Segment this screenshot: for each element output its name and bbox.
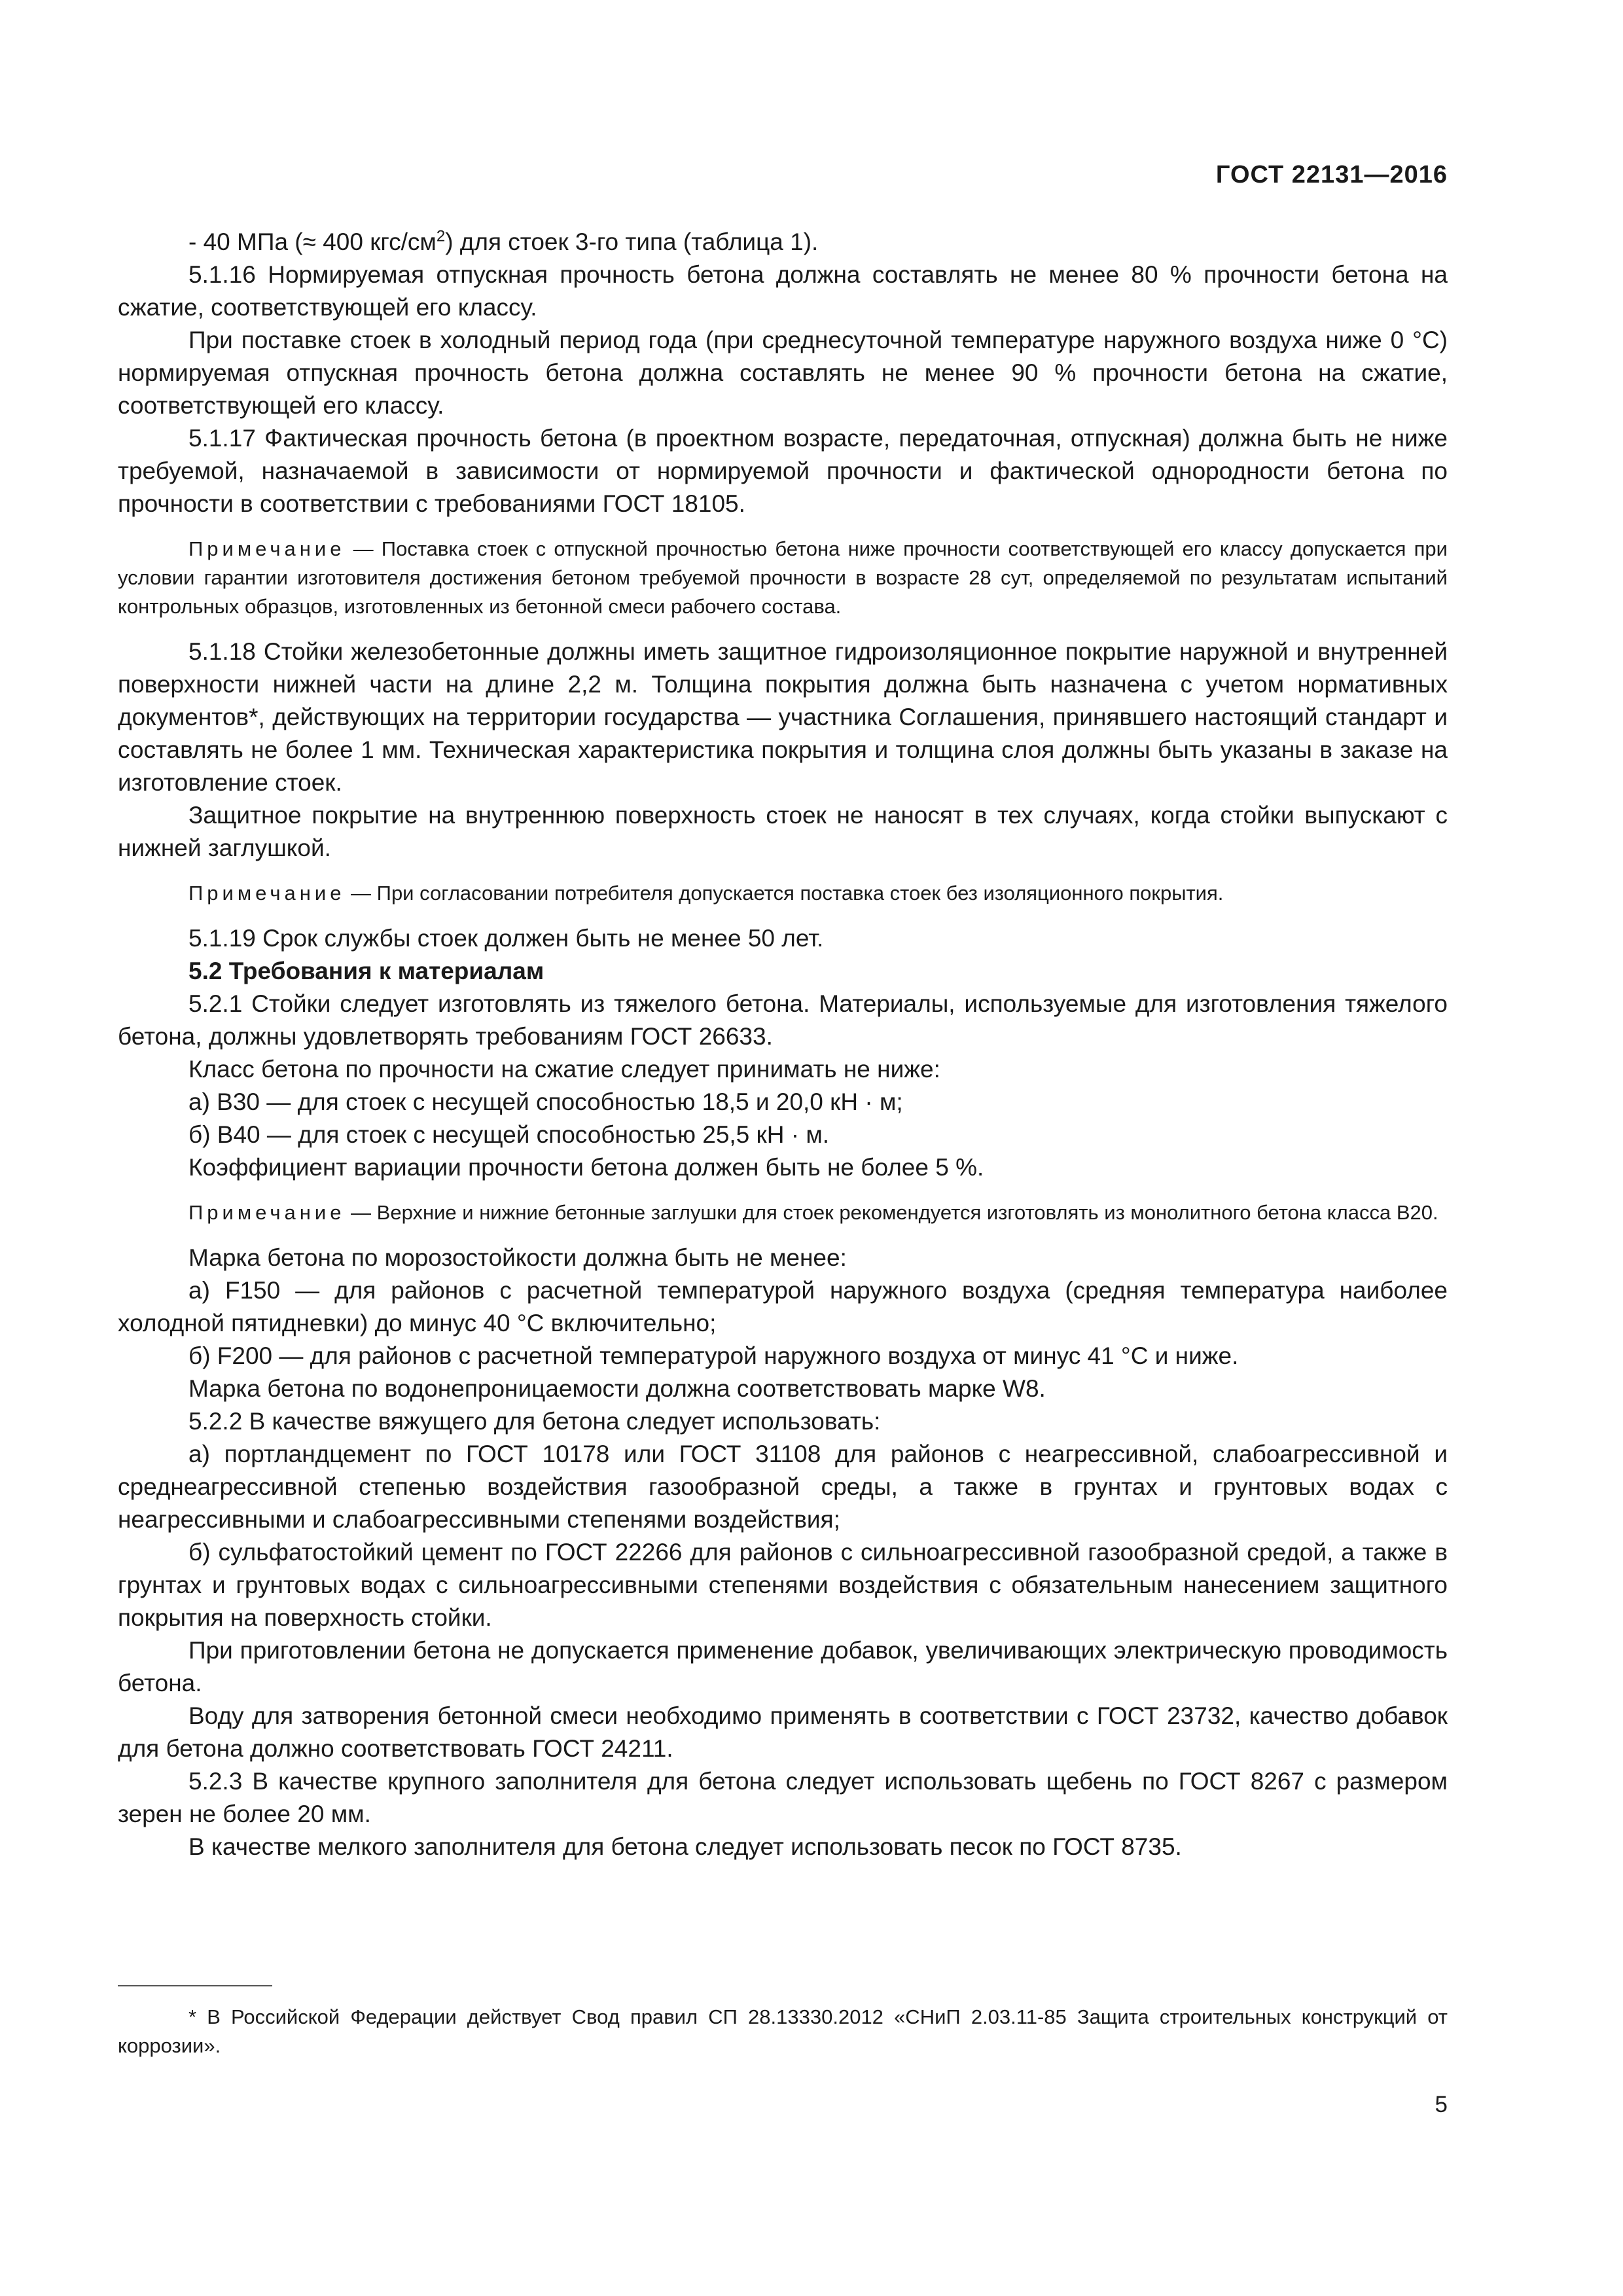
list-item-b30: а) В30 — для стоек с несущей способностью 18,5 и 20,0 кН · м; bbox=[188, 1088, 903, 1115]
page-number: 5 bbox=[1435, 2092, 1448, 2117]
paragraph-protective-coating: Защитное покрытие на внутреннюю поверхность стоек не наносят в тех случаях, когда стойки выпускают с нижней заглушкой. bbox=[118, 802, 1448, 861]
note-2 bbox=[118, 879, 1448, 908]
paragraph-5-1-19: 5.1.19 Срок службы стоек должен быть не менее 50 лет. bbox=[188, 925, 824, 952]
paragraph-additives: При приготовлении бетона не допускается применение добавок, увеличивающих электрическую проводимость бетона. bbox=[118, 1637, 1448, 1696]
paragraph-5-2-3: 5.2.3 В качестве крупного заполнителя для бетона следует использовать щебень по ГОСТ 8267 с размером зерен не более 20 мм. bbox=[118, 1768, 1448, 1827]
paragraph-water: Воду для затворения бетонной смеси необходимо применять в соответствии с ГОСТ 23732, качество добавок для бетона должно соответствовать ГОСТ 24211. bbox=[118, 1702, 1448, 1762]
footnote-separator bbox=[118, 1985, 272, 1986]
p0-superscript: 2 bbox=[436, 227, 446, 245]
note-label: Примечание bbox=[188, 537, 346, 560]
list-item-sulfate-cement: б) сульфатостойкий цемент по ГОСТ 22266 для районов с сильноагрессивной газообразной средой, а также в грунтах и грунтовых водах с сильноагрессивными степенями воздействия с обязательным нанесением защитного покрытия на поверхность стойки. bbox=[118, 1539, 1448, 1631]
list-item-portland-cement: а) портландцемент по ГОСТ 10178 или ГОСТ 31108 для районов с неагрессивной, слабоагрессивной и среднеагрессивной степенью воздействия газообразной среды, а также в грунтах и грунтовых водах с неагрессивными и слабоагрессивными степенями воздействия; bbox=[118, 1441, 1448, 1533]
p0-text: - 40 МПа (≈ 400 кгс/см bbox=[188, 228, 437, 255]
note-1 bbox=[118, 535, 1448, 621]
paragraph-5-1-16: 5.1.16 Нормируемая отпускная прочность бетона должна составлять не менее 80 % прочности бетона на сжатие, соответствующей его классу. bbox=[118, 261, 1448, 321]
list-item-b40: б) В40 — для стоек с несущей способностью 25,5 кН · м. bbox=[188, 1121, 830, 1148]
paragraph-5-2-1: 5.2.1 Стойки следует изготовлять из тяжелого бетона. Материалы, используемые для изготовления тяжелого бетона, должны удовлетворять требованиям ГОСТ 26633. bbox=[118, 990, 1448, 1050]
note-1-text: — Поставка стоек с отпускной прочностью бетона ниже прочности соответствующей его классу допускается при условии гарантии изготовителя достижения бетоном требуемой прочности в возрасте 28 сут, определяемой по результатам испытаний контрольных образцов, изготовленных из бетонной смеси рабочего состава. bbox=[118, 537, 1448, 618]
note-3 bbox=[118, 1198, 1448, 1227]
paragraph-5-1-17: 5.1.17 Фактическая прочность бетона (в проектном возрасте, передаточная, отпускная) должна быть не ниже требуемой, назначаемой в зависимости от нормируемой прочности и фактической однородности бетона по прочности в соответствии с требованиями ГОСТ 18105. bbox=[118, 425, 1448, 517]
section-heading-5-2: 5.2 Требования к материалам bbox=[188, 958, 544, 984]
paragraph-cold-period: При поставке стоек в холодный период года (при среднесуточной температуре наружного воздуха ниже 0 °С) нормируемая отпускная прочность бетона должна составлять не менее 90 % прочности бетона на сжатие, соответствующей его классу. bbox=[118, 327, 1448, 419]
paragraph-water-resistance: Марка бетона по водонепроницаемости должна соответствовать марке W8. bbox=[188, 1375, 1046, 1402]
paragraph-frost-resistance: Марка бетона по морозостойкости должна быть не менее: bbox=[188, 1244, 847, 1271]
note-2-text: — При согласовании потребителя допускается поставка стоек без изоляционного покрытия. bbox=[345, 882, 1224, 905]
paragraph-fine-aggregate: В качестве мелкого заполнителя для бетона следует использовать песок по ГОСТ 8735. bbox=[188, 1833, 1182, 1860]
note-3-text: — Верхние и нижние бетонные заглушки для стоек рекомендуется изготовлять из монолитного бетона класса В20. bbox=[345, 1201, 1438, 1224]
document-body bbox=[118, 226, 1448, 1863]
paragraph-concrete-class: Класс бетона по прочности на сжатие следует принимать не ниже: bbox=[188, 1056, 940, 1083]
footnote: * В Российской Федерации действует Свод правил СП 28.13330.2012 «СНиП 2.03.11-85 Защита строительных конструкций от коррозии». bbox=[118, 2005, 1448, 2057]
paragraph-p0 bbox=[118, 226, 1448, 259]
paragraph-variation: Коэффициент вариации прочности бетона должен быть не более 5 %. bbox=[188, 1154, 984, 1181]
paragraph-5-1-18: 5.1.18 Стойки железобетонные должны иметь защитное гидроизоляционное покрытие наружной и внутренней поверхности нижней части на длине 2,2 м. Толщина покрытия должна быть назначена с учетом нормативных документов*, действующих на территории государства — участника Соглашения, принявшего настоящий стандарт и составлять не более 1 мм. Техническая характеристика покрытия и толщина слоя должны быть указаны в заказе на изготовление стоек. bbox=[118, 638, 1448, 796]
p0-tail: ) для стоек 3-го типа (таблица 1). bbox=[445, 228, 819, 255]
note-label: Примечание bbox=[188, 882, 346, 905]
paragraph-5-2-2: 5.2.2 В качестве вяжущего для бетона следует использовать: bbox=[188, 1408, 881, 1435]
list-item-f150: а) F150 — для районов с расчетной температурой наружного воздуха (средняя температура наиболее холодной пятидневки) до минус 40 °С включительно; bbox=[118, 1277, 1448, 1336]
list-item-f200: б) F200 — для районов с расчетной температурой наружного воздуха от минус 41 °С и ниже. bbox=[188, 1342, 1239, 1369]
note-label: Примечание bbox=[188, 1201, 346, 1224]
document-header-title: ГОСТ 22131—2016 bbox=[1215, 161, 1448, 188]
